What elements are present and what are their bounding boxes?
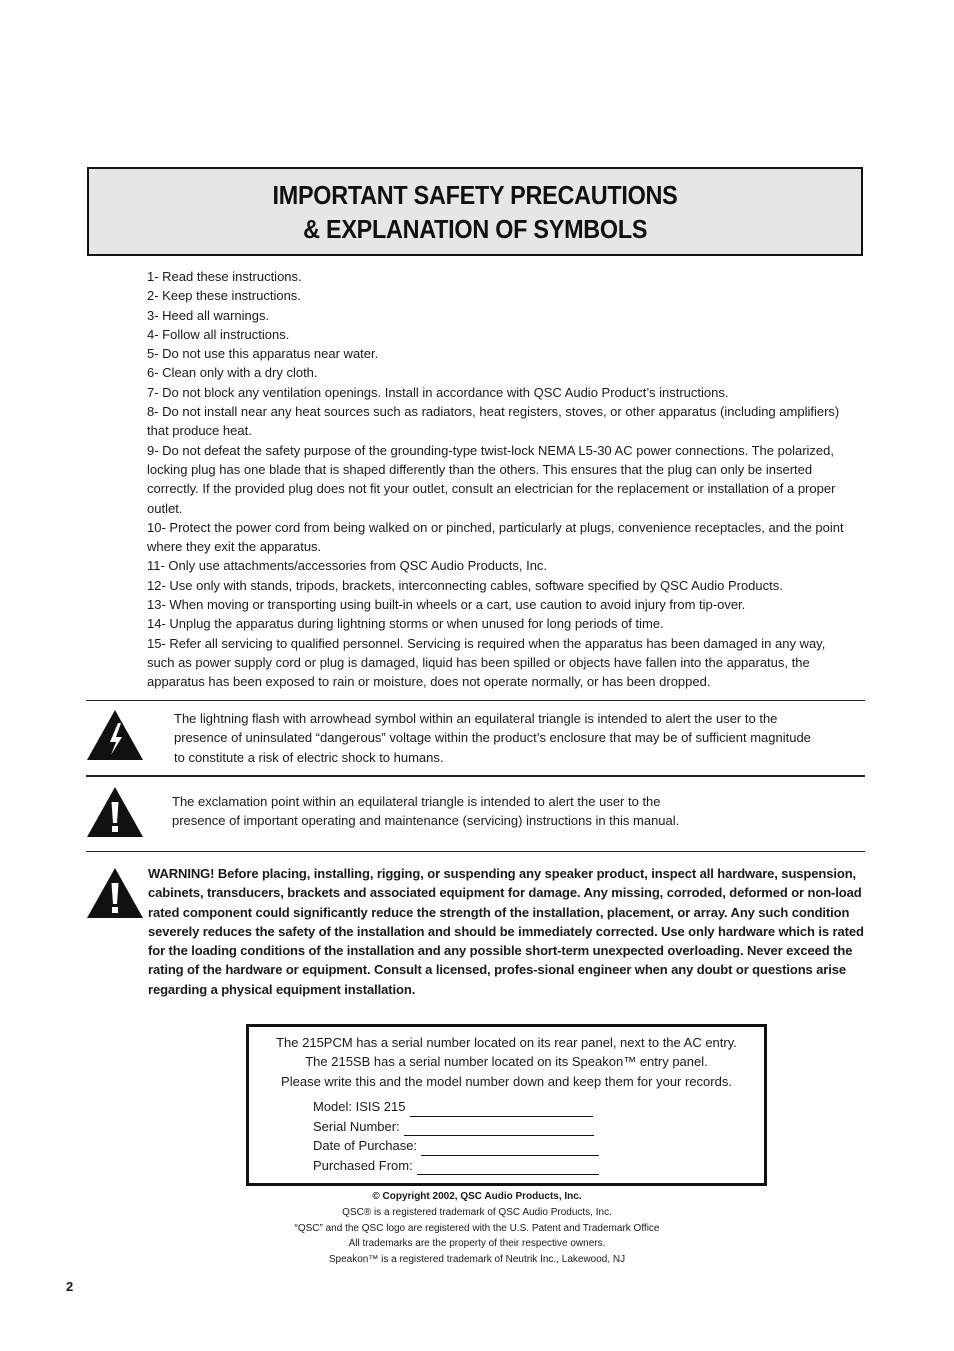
instruction-item: 12- Use only with stands, tripods, brackets, interconnecting cables, software specified by QSC Audio Products. [147, 577, 783, 593]
instruction-item: 1- Read these instructions. [147, 269, 302, 284]
instruction-item: 15- Refer all servicing to qualified personnel. Servicing is required when the apparatus has been damaged in any way, such as power supply cord or plug is damaged, liquid has been spilled or objects have fallen into the apparatus, the apparatus has been exposed to rain or moisture, does not operate normally, or has been dropped. [147, 635, 826, 690]
trademark-line: All trademarks are the property of their respective owners. [348, 1238, 606, 1250]
model-field-line[interactable] [410, 1104, 593, 1117]
trademark-footer [0, 1189, 954, 1268]
exclamation-triangle-icon [86, 786, 144, 838]
purchased-from-field[interactable] [313, 1156, 599, 1176]
page-title-line-2: & EXPLANATION OF SYMBOLS [302, 213, 648, 244]
serial-number-field-label: Serial Number: [313, 1118, 400, 1134]
serial-number-box [246, 1024, 767, 1186]
instruction-item: 9- Do not defeat the safety purpose of the grounding-type twist-lock NEMA L5-30 AC power connections. The polarized, locking plug has one blade that is shaped differently than the others. This ensures that the plug can only be inserted correctly. If the provided plug does not fit your outlet, consult an electrician for the replacement or installation of a proper outlet. [147, 442, 836, 516]
trademark-line: “QSC” and the QSC logo are registered with the U.S. Patent and Trademark Office [294, 1222, 660, 1234]
instruction-item: 6- Clean only with a dry cloth. [147, 365, 318, 381]
exclamation-triangle-icon [86, 867, 144, 919]
instruction-item: 11- Only use attachments/accessories from QSC Audio Products, Inc. [147, 558, 548, 574]
record-fields [313, 1097, 599, 1175]
exclamation-symbol-description: The exclamation point within an equilateral triangle is intended to alert the user to the presence of important operating and maintenance (servicing) instructions in this manual. [172, 794, 680, 829]
instruction-item: 3- Heed all warnings. [147, 307, 270, 323]
trademark-line: Speakon™ is a registered trademark of Neutrik Inc., Lakewood, NJ [328, 1254, 626, 1266]
instruction-item: 13- When moving or transporting using built-in wheels or a cart, use caution to avoid injury from tip-over. [147, 597, 746, 613]
safety-instructions-list [147, 267, 847, 692]
instruction-item: 14- Unplug the apparatus during lightning storms or when unused for long periods of time. [147, 616, 664, 632]
date-of-purchase-field[interactable] [313, 1136, 599, 1156]
instruction-item: 5- Do not use this apparatus near water. [147, 346, 379, 362]
lightning-symbol-description: The lightning flash with arrowhead symbol within an equilateral triangle is intended to alert the user to the presence of uninsulated “dangerous” voltage within the product’s enclosure that may be of sufficient magnitude to constitute a risk of electric shock to humans. [174, 711, 811, 765]
lightning-triangle-icon [86, 709, 144, 761]
date-of-purchase-field-label: Date of Purchase: [313, 1138, 418, 1153]
instruction-item: 2- Keep these instructions. [147, 288, 301, 304]
trademark-line: QSC® is a registered trademark of QSC Audio Products, Inc. [342, 1206, 612, 1218]
serial-note-line: Please write this and the model number down and keep them for your records. [281, 1073, 732, 1089]
divider [86, 775, 865, 777]
title-box [87, 167, 863, 256]
copyright-notice: © Copyright 2002, QSC Audio Products, Inc. [372, 1191, 582, 1202]
serial-number-field[interactable] [313, 1117, 599, 1137]
instruction-item: 4- Follow all instructions. [147, 326, 290, 342]
serial-number-field-line[interactable] [404, 1123, 594, 1136]
date-of-purchase-field-line[interactable] [421, 1143, 599, 1156]
serial-note-line: The 215SB has a serial number located on its Speakon™ entry panel. [305, 1054, 708, 1070]
hardware-warning: WARNING! Before placing, installing, rigging, or suspending any speaker product, inspect all hardware, suspension, cabinets, transducers, brackets and associated equipment for damage. Any missing, corroded, deformed or non-load rated component could significantly reduce the strength of the installation, placement, or array. Any such condition severely reduces the safety of the installation and should be immediately corrected. Use only hardware which is rated for the loading conditions of the installation and any possible short-term unexpected overloading. Never exceed the rating of the hardware or equipment. Consult a licensed, profes-sional engineer when any doubt or questions arise regarding a physical equipment installation. [148, 866, 864, 997]
divider [86, 851, 865, 852]
instruction-item: 7- Do not block any ventilation openings. Install in accordance with QSC Audio Product’s instructions. [147, 384, 729, 400]
page-title-line-1: IMPORTANT SAFETY PRECAUTIONS [272, 179, 678, 210]
model-field-label: Model: ISIS 215 [313, 1099, 406, 1114]
page-number: 2 [66, 1279, 74, 1294]
model-field[interactable] [313, 1097, 599, 1117]
serial-instructions [249, 1033, 764, 1091]
divider [86, 700, 865, 701]
purchased-from-field-line[interactable] [417, 1162, 599, 1175]
purchased-from-field-label: Purchased From: [313, 1157, 413, 1173]
serial-note-line: The 215PCM has a serial number located on its rear panel, next to the AC entry. [276, 1035, 737, 1050]
instruction-item: 10- Protect the power cord from being walked on or pinched, particularly at plugs, convenience receptacles, and the point where they exit the apparatus. [147, 519, 844, 555]
instruction-item: 8- Do not install near any heat sources such as radiators, heat registers, stoves, or other apparatus (including amplifiers) that produce heat. [147, 404, 840, 439]
